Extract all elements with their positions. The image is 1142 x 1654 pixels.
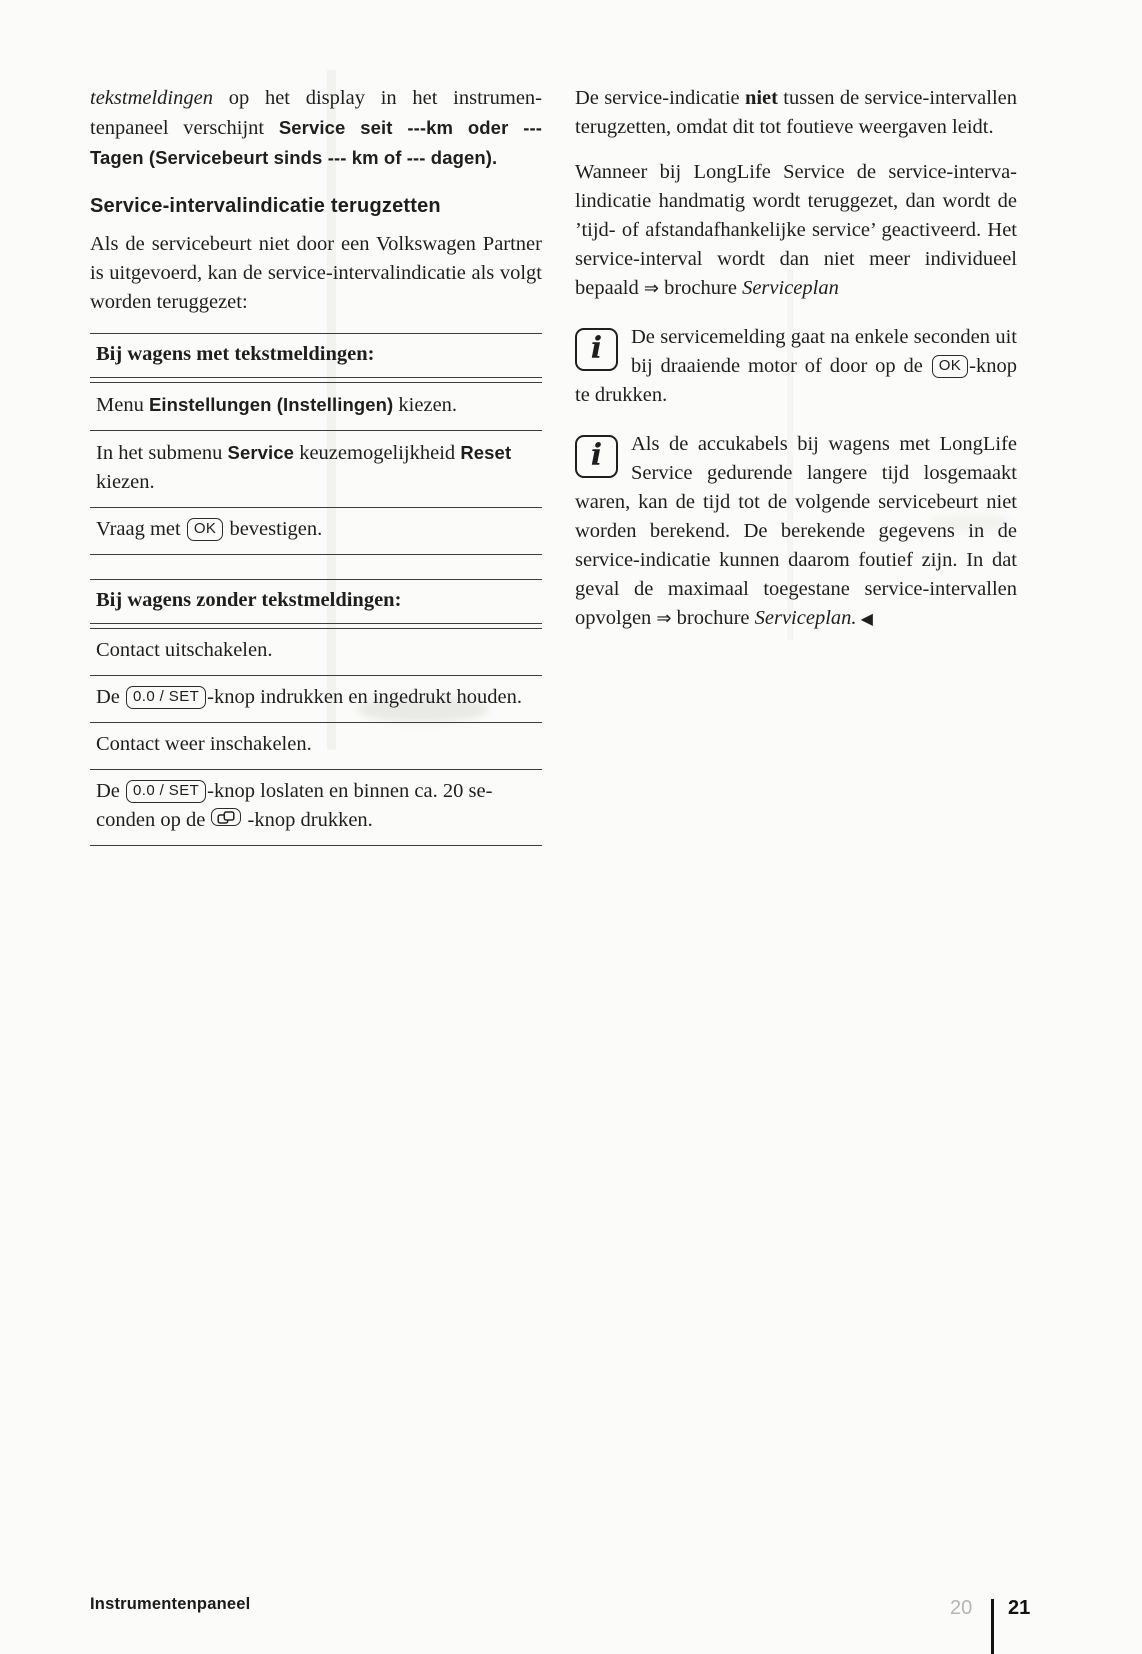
table-row (90, 723, 542, 770)
footer-section-label: Instrumentenpaneel (90, 1595, 251, 1613)
text-run: Als de accukabels bij wagens met LongLife Service gedurende langere tijd losgemaakt waren, kan de tijd tot de volgende servicebeurt niet worden berekend. De berekende gegevens in de service-indicatie kunnen daarom foutief zijn. In dat geval de maximaal toegestane service-intervallen opvolgen (575, 433, 1017, 629)
page-number-left: 20 (950, 1597, 973, 1619)
text-run-vw: Einstellungen (Instellingen) (148, 394, 394, 415)
text-run-vw: Reset (460, 442, 512, 463)
table-row (90, 676, 542, 723)
text-run-vw: Service (227, 442, 295, 463)
warning-paragraph (575, 84, 1017, 142)
info-note (575, 430, 1017, 633)
table-header: Bij wagens met tekstmeldingen: (96, 343, 375, 365)
text-run: keuzemogelijkheid (294, 442, 461, 464)
text-run: Contact uitschakelen. (96, 639, 273, 661)
reset-intro-paragraph: Als de servicebeurt niet door een Volkswagen Partner is uitgevoerd, kan de service-intervalindicatie als volgt worden teruggezet: (90, 233, 542, 313)
left-column (90, 84, 542, 846)
text-run: De service-indicatie (575, 87, 745, 109)
text-run: In het submenu (96, 442, 228, 464)
text-run-i: tekstmeldingen (90, 87, 213, 109)
text-run: tussen de service-intervallen terugzetten, omdat dit tot foutieve weergaven leidt. (575, 87, 1017, 138)
table-row (90, 629, 542, 676)
display-button-icon (211, 808, 241, 826)
text-run-key: 0.0 / SET (126, 686, 206, 709)
text-run: kiezen. (393, 394, 458, 416)
info-icon (575, 328, 618, 371)
text-run: brochure (658, 277, 743, 299)
text-run: Wanneer bij LongLife Service de service-intervalindicatie handmatig wordt teruggezet, dan wordt de ’tijd- of afstandafhankelijke service’ geactiveerd. Het service-interval wordt dan niet meer individueel bepaald (575, 161, 1017, 299)
text-run: op het display in het instrumentenpaneel verschijnt (90, 87, 542, 139)
text-run: brochure (671, 607, 755, 629)
text-run: De (96, 686, 126, 708)
text-run-arrow: ⇒ (643, 278, 659, 299)
text-run-vw: Service seit ---km oder --- Tagen (Servicebeurt sinds --- km of --- dagen). (90, 117, 542, 168)
text-run-i: Serviceplan (742, 277, 839, 299)
text-run-b: niet (744, 87, 778, 109)
text-run-key: OK (187, 518, 223, 541)
longlife-paragraph (575, 158, 1017, 303)
table-row (90, 508, 542, 555)
info-note (575, 323, 1017, 410)
text-run: -knop loslaten en binnen ca. 20 seconden op de (96, 780, 493, 831)
text-run: -knop drukken. (247, 809, 373, 831)
table-row (90, 431, 542, 508)
info-note-text (575, 430, 1017, 633)
text-run-arrow: ⇒ (656, 608, 672, 629)
info-icon-glyph: i (590, 437, 603, 473)
page-number-divider (991, 1599, 994, 1654)
section-heading: Service-intervalindicatie terugzetten (90, 195, 441, 217)
table-row (90, 383, 542, 431)
page-number-current: 21 (1008, 1597, 1031, 1619)
text-run: De (96, 780, 126, 802)
right-column (575, 84, 1017, 649)
text-run-i: Serviceplan. (754, 607, 857, 629)
info-icon-glyph: i (590, 330, 603, 366)
text-run: De servicemelding gaat na enkele seconden uit bij draaiende motor of door op de (631, 326, 1017, 377)
text-run-key: 0.0 / SET (126, 780, 206, 803)
text-run-key: OK (932, 355, 968, 378)
intro-paragraph (90, 84, 542, 173)
table-with-text-messages (90, 333, 542, 555)
text-run: bevestigen. (224, 518, 323, 540)
text-run: Contact weer inschakelen. (96, 733, 312, 755)
info-icon (575, 435, 618, 478)
table-row (90, 770, 542, 846)
text-run: kiezen. (96, 471, 155, 493)
text-run-endmark: ◀ (856, 609, 872, 628)
text-run: -knop te drukken. (575, 355, 1017, 406)
info-note-text (575, 323, 1017, 410)
text-run: -knop indrukken en ingedrukt houden. (207, 686, 523, 708)
text-run: Vraag met (96, 518, 186, 540)
table-without-text-messages (90, 579, 542, 846)
table-header: Bij wagens zonder tekstmeldingen: (96, 589, 402, 611)
text-run: Menu (96, 394, 149, 416)
